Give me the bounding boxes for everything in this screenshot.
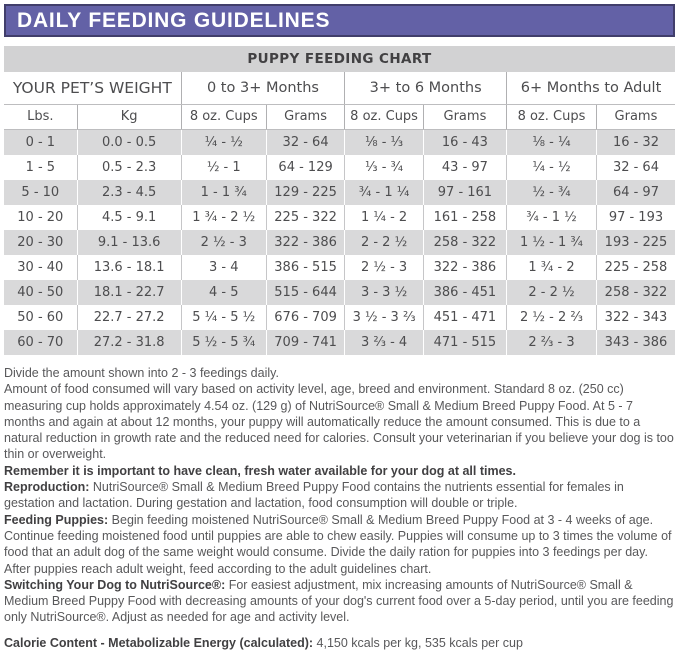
table-cell: ½ - ¾ [507,180,597,205]
table-row [4,205,675,230]
puppy-feeding-table [4,46,675,355]
table-subheader-row [4,105,675,130]
table-cell: ½ - 1 [181,155,266,180]
table-cell: 2 - 2 ½ [345,230,424,255]
notes-section [4,365,675,626]
table-cell: 2 ½ - 2 ⅔ [507,305,597,330]
page-title-banner [4,4,675,37]
table-cell: 471 - 515 [423,330,506,355]
feeding-table-body [4,130,675,356]
table-cell: ⅛ - ¼ [507,130,597,156]
table-cell: ⅛ - ⅓ [345,130,424,156]
table-cell: ¼ - ½ [181,130,266,156]
table-cell: 1 - 1 ¾ [181,180,266,205]
column-header-kg: Kg [77,105,181,130]
table-cell: 1 ¾ - 2 ½ [181,205,266,230]
table-cell: 50 - 60 [4,305,77,330]
column-header-grams-1: Grams [266,105,345,130]
table-cell: 258 - 322 [596,280,675,305]
group-header-6-months-to-adult: 6+ Months to Adult [507,72,675,105]
table-row [4,230,675,255]
table-cell: 30 - 40 [4,255,77,280]
table-cell: 27.2 - 31.8 [77,330,181,355]
table-cell: 0.5 - 2.3 [77,155,181,180]
calorie-content-label: Calorie Content - Metabolizable Energy (calculated): [4,635,314,650]
table-cell: 20 - 30 [4,230,77,255]
page-title: DAILY FEEDING GUIDELINES [17,9,331,32]
group-header-0-to-3-months: 0 to 3+ Months [181,72,345,105]
table-cell: 64 - 97 [596,180,675,205]
table-cell: 676 - 709 [266,305,345,330]
table-cell: ¾ - 1 ½ [507,205,597,230]
table-cell: 10 - 20 [4,205,77,230]
table-row [4,330,675,355]
table-cell: 3 - 4 [181,255,266,280]
table-cell: 1 - 5 [4,155,77,180]
table-cell: 60 - 70 [4,330,77,355]
note-paragraph: Feeding Puppies: Begin feeding moistened NutriSource® Small & Medium Breed Puppy Food at 3 - 4 weeks of age. Continue feeding moistened food until puppies are able to chew easily. Puppies will consume up to 3 times the volume of food that an adult dog of the same weight would consume. Divide the daily ration for puppies into 3 feedings per day. After puppies reach adult weight, feed according to the adult guidelines chart. [4,512,672,576]
table-cell: 5 ¼ - 5 ½ [181,305,266,330]
table-cell: 97 - 193 [596,205,675,230]
table-cell: 322 - 386 [266,230,345,255]
column-header-grams-3: Grams [596,105,675,130]
table-cell: 3 - 3 ½ [345,280,424,305]
group-header-pet-weight: YOUR PET’S WEIGHT [4,72,181,105]
table-cell: 32 - 64 [596,155,675,180]
table-cell: 2 ½ - 3 [345,255,424,280]
table-cell: 3 ½ - 3 ⅔ [345,305,424,330]
column-header-lbs: Lbs. [4,105,77,130]
table-cell: ¾ - 1 ¼ [345,180,424,205]
table-cell: 16 - 32 [596,130,675,156]
note-paragraph: Switching Your Dog to NutriSource®: For easiest adjustment, mix increasing amounts of NutriSource® Small & Medium Breed Puppy Food with decreasing amounts of your dog's current food over a 5-day period, until you are feeding only NutriSource®. Adjust as needed for age and activity level. [4,577,674,625]
table-cell: 322 - 343 [596,305,675,330]
column-header-cups-1: 8 oz. Cups [181,105,266,130]
table-cell: 225 - 258 [596,255,675,280]
table-cell: 0.0 - 0.5 [77,130,181,156]
table-cell: 1 ¼ - 2 [345,205,424,230]
table-cell: 13.6 - 18.1 [77,255,181,280]
table-cell: 97 - 161 [423,180,506,205]
table-cell: 22.7 - 27.2 [77,305,181,330]
column-header-grams-2: Grams [423,105,506,130]
table-cell: 343 - 386 [596,330,675,355]
table-cell: 709 - 741 [266,330,345,355]
table-cell: 161 - 258 [423,205,506,230]
table-row [4,155,675,180]
note-paragraph: Divide the amount shown into 2 - 3 feedings daily. [4,366,279,380]
table-row [4,305,675,330]
table-cell: 43 - 97 [423,155,506,180]
table-cell: 451 - 471 [423,305,506,330]
table-cell: 193 - 225 [596,230,675,255]
table-cell: 32 - 64 [266,130,345,156]
table-cell: 3 ⅔ - 4 [345,330,424,355]
table-cell: 515 - 644 [266,280,345,305]
table-row [4,255,675,280]
table-cell: 2 - 2 ½ [507,280,597,305]
table-row [4,130,675,156]
table-cell: 1 ½ - 1 ¾ [507,230,597,255]
table-cell: 225 - 322 [266,205,345,230]
table-row [4,180,675,205]
table-title-row [4,46,675,72]
table-cell: 18.1 - 22.7 [77,280,181,305]
table-cell: 64 - 129 [266,155,345,180]
table-cell: 9.1 - 13.6 [77,230,181,255]
calorie-content-line [4,635,675,651]
table-cell: 386 - 515 [266,255,345,280]
note-paragraph: Reproduction: NutriSource® Small & Medium Breed Puppy Food contains the nutrients essential for females in gestation and lactation. During gestation and lactation, food consumption will double or triple. [4,480,624,511]
table-cell: 4 - 5 [181,280,266,305]
table-cell: 2 ⅔ - 3 [507,330,597,355]
table-cell: 2 ½ - 3 [181,230,266,255]
table-cell: 322 - 386 [423,255,506,280]
table-cell: 40 - 50 [4,280,77,305]
note-paragraph: Amount of food consumed will vary based on activity level, age, breed and environment. Standard 8 oz. (250 cc) measuring cup holds approximately 4.54 oz. (129 g) of NutriSource® Small & Medium Breed Puppy Food. At 5 - 7 months and again at about 12 months, your puppy will automatically reduce the amount consumed. This is due to a natural reduction in growth rate and the reduced need for calories. Consult your veterinarian if you believe your dog is too thin or overweight. [4,382,674,462]
table-cell: 0 - 1 [4,130,77,156]
note-paragraph: Remember it is important to have clean, fresh water available for your dog at all times. [4,463,516,478]
table-cell: ⅓ - ¾ [345,155,424,180]
table-title: PUPPY FEEDING CHART [4,46,675,72]
table-group-header-row [4,72,675,105]
column-header-cups-3: 8 oz. Cups [507,105,597,130]
table-cell: 2.3 - 4.5 [77,180,181,205]
table-cell: ¼ - ½ [507,155,597,180]
table-cell: 16 - 43 [423,130,506,156]
calorie-content-value: 4,150 kcals per kg, 535 kcals per cup [313,635,523,650]
table-cell: 5 - 10 [4,180,77,205]
table-cell: 5 ½ - 5 ¾ [181,330,266,355]
table-cell: 129 - 225 [266,180,345,205]
table-row [4,280,675,305]
table-cell: 386 - 451 [423,280,506,305]
table-cell: 4.5 - 9.1 [77,205,181,230]
group-header-3-to-6-months: 3+ to 6 Months [345,72,507,105]
table-cell: 1 ¾ - 2 [507,255,597,280]
table-cell: 258 - 322 [423,230,506,255]
column-header-cups-2: 8 oz. Cups [345,105,424,130]
